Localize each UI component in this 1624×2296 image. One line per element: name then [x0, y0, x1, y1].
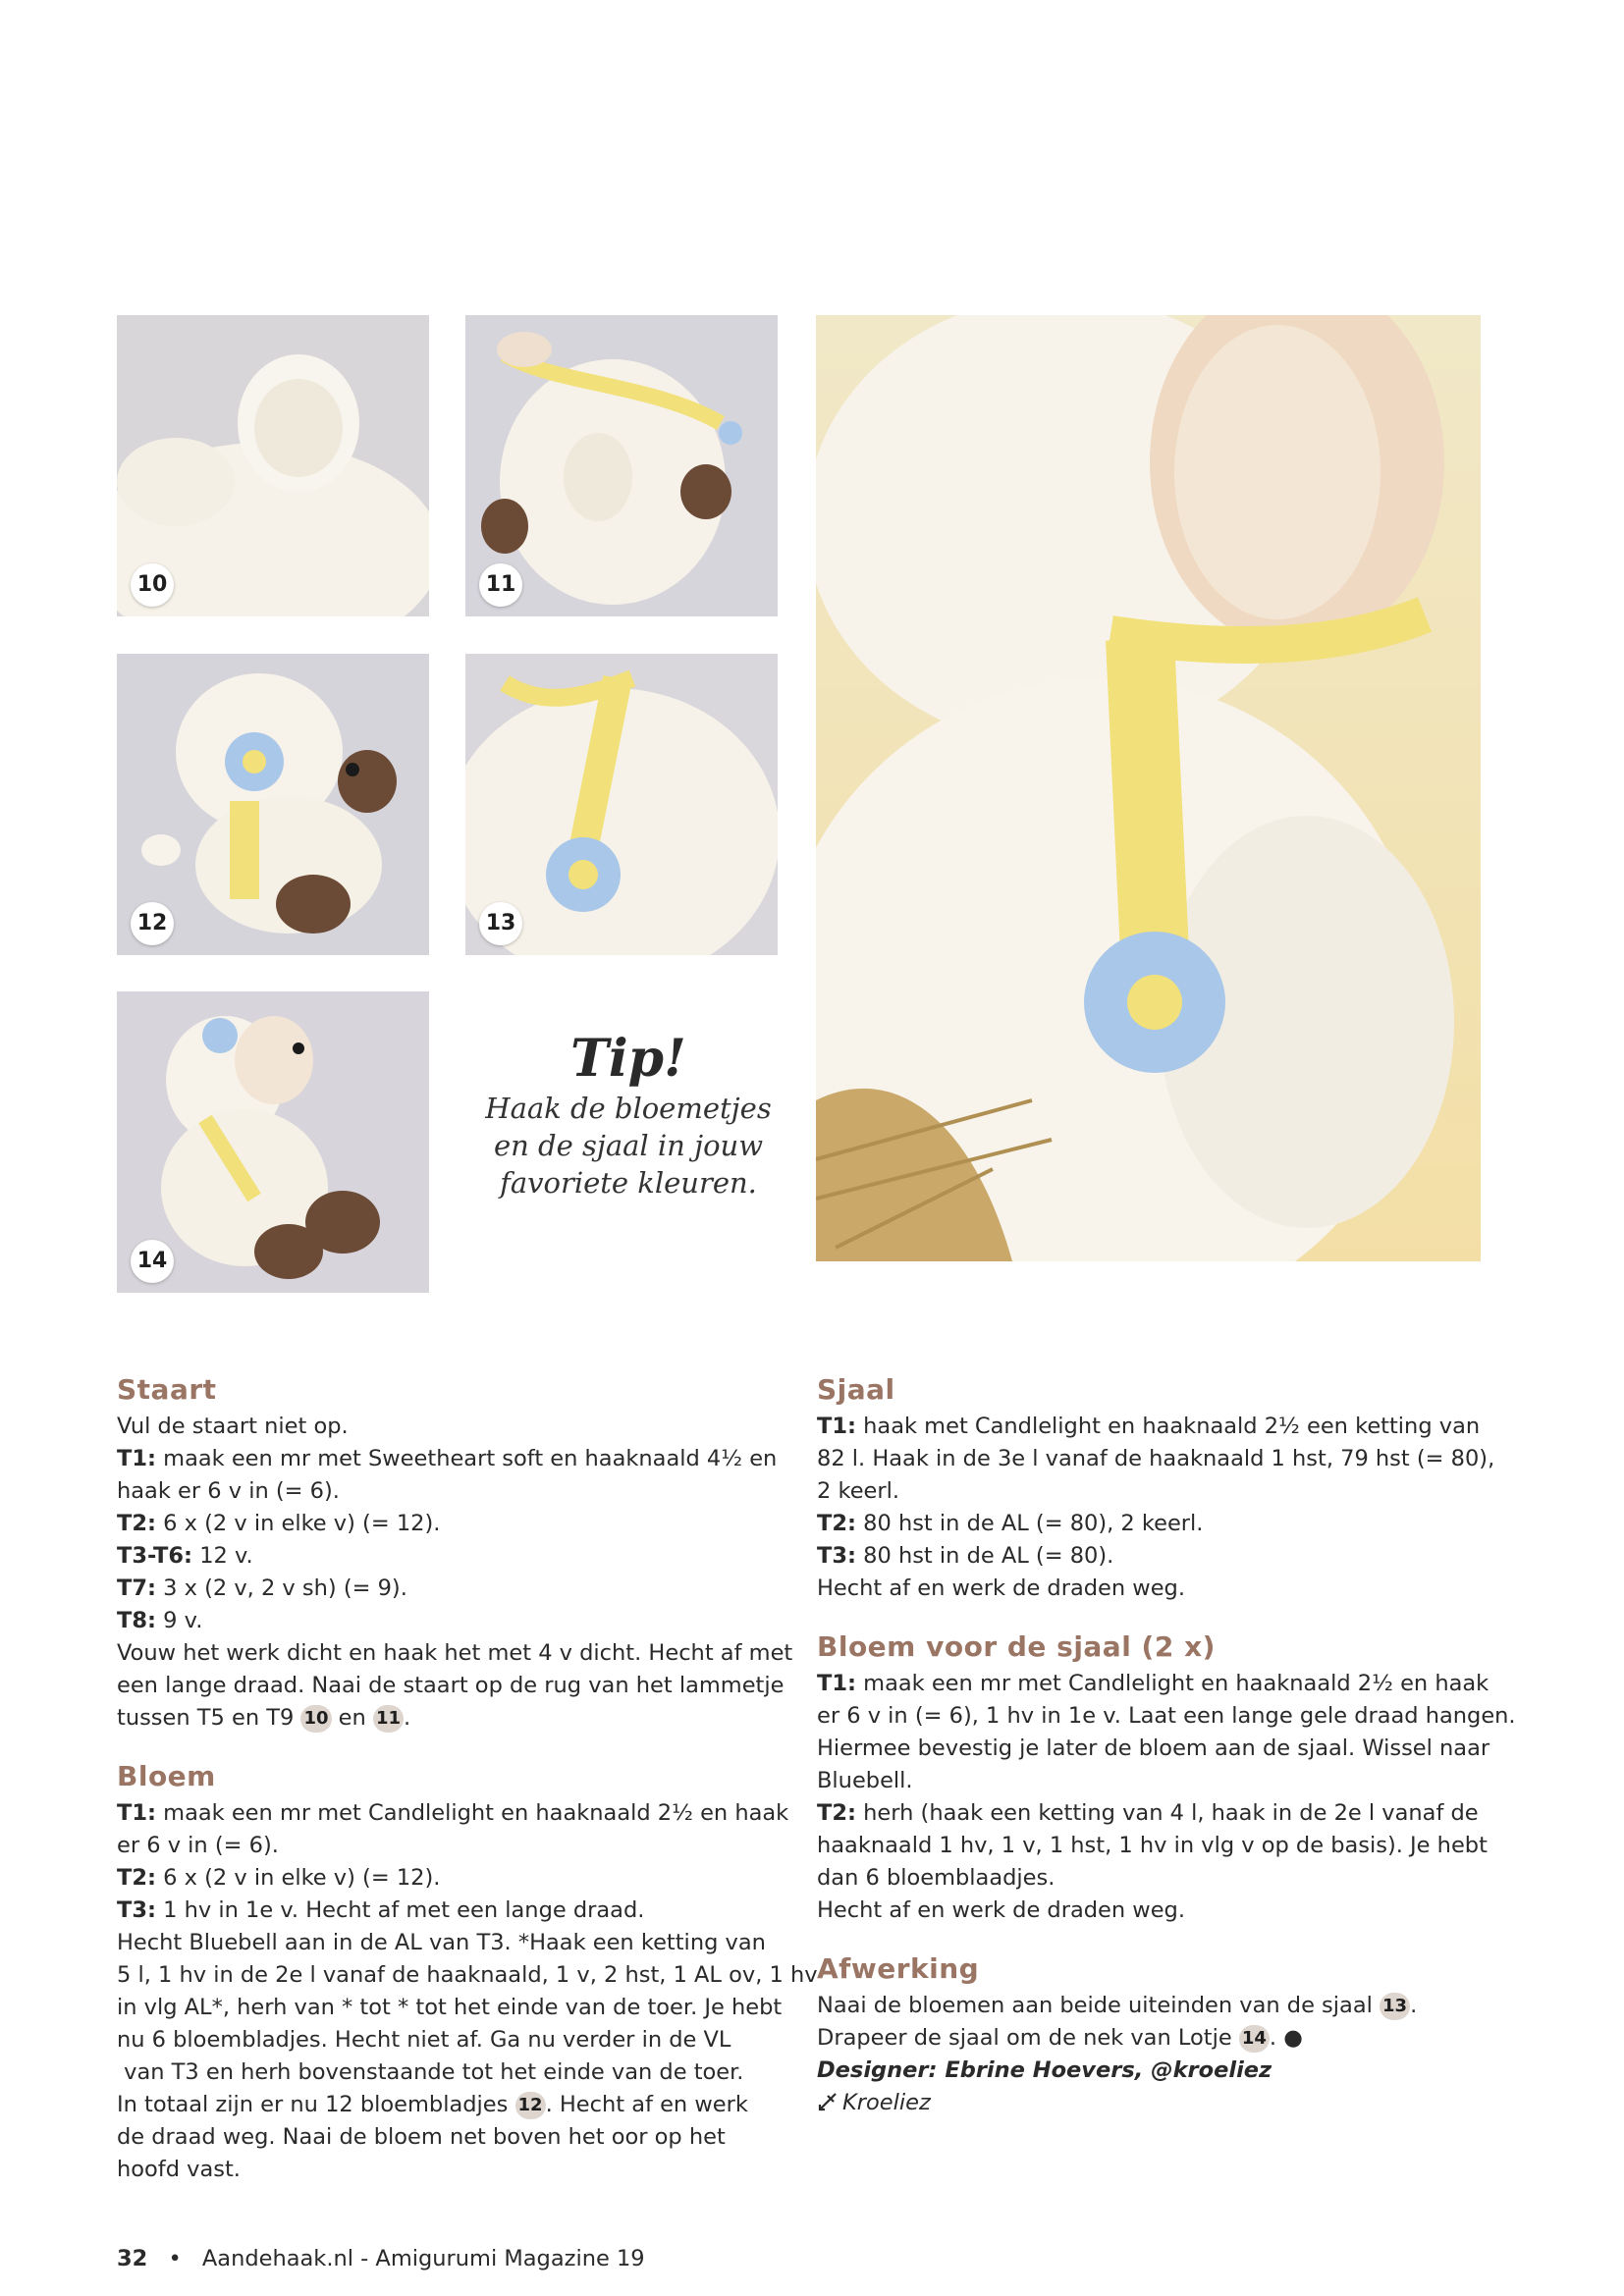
section-bloem-voor-de-sjaal [817, 1627, 1516, 1927]
round-text: maak een mr met Candlelight en haaknaald 2½ en haak [856, 1671, 1489, 1696]
left-column [117, 1369, 818, 2208]
instruction-line: 82 l. Haak in de 3e l vanaf de haaknaald 1 hst, 79 hst (= 80), [817, 1446, 1495, 1471]
instruction-line: Hecht af en werk de draden weg. [817, 1575, 1185, 1601]
round-label: T1: [117, 1800, 157, 1826]
tip-text-line: favoriete kleuren. [500, 1166, 757, 1200]
round-label: T2: [117, 1511, 157, 1536]
round-text: 80 hst in de AL (= 80). [856, 1543, 1114, 1569]
photo-10 [117, 315, 429, 616]
instruction-line: nu 6 bloembladjes. Hecht niet af. Ga nu verder in de VL [117, 2027, 731, 2053]
round-text: maak een mr met Sweetheart soft en haaknaald 4½ en [156, 1446, 778, 1471]
instruction-line: Hecht af en werk de draden weg. [817, 1897, 1185, 1923]
round-label: T1: [117, 1446, 157, 1471]
footer-separator: • [168, 2246, 182, 2271]
section-title: Staart [117, 1373, 217, 1406]
instruction-line [817, 1797, 1504, 1830]
instruction-line [817, 1668, 1504, 1700]
round-text: 3 x (2 v, 2 v sh) (= 9). [156, 1575, 407, 1601]
instruction-line [117, 1573, 804, 1605]
text: Naai de bloemen aan beide uiteinden van de sjaal [817, 1993, 1380, 2018]
text: In totaal zijn er nu 12 bloembladjes [117, 2092, 515, 2117]
round-text: 6 x (2 v in elke v) (= 12). [156, 1511, 441, 1536]
section-title: Bloem voor de sjaal (2 x) [817, 1630, 1216, 1663]
instruction-line [117, 1540, 804, 1573]
instruction-line: Vul de staart niet op. [117, 1414, 349, 1439]
photo-number-badge: 14 [131, 1240, 174, 1283]
round-label: T7: [117, 1575, 157, 1601]
page-number: 32 [117, 2246, 148, 2271]
footer-text: Aandehaak.nl - Amigurumi Magazine 19 [201, 2246, 645, 2271]
photo-14 [117, 991, 429, 1293]
yarn-icon [817, 2091, 839, 2112]
section-staart [117, 1369, 804, 1735]
instruction-line: Vouw het werk dicht en haak het met 4 v dicht. Hecht af met [117, 1640, 793, 1666]
photo-ref-badge: 11 [373, 1705, 404, 1733]
text: . [404, 1705, 411, 1731]
instruction-line [817, 2022, 1504, 2055]
photo-number-badge: 12 [131, 902, 174, 945]
round-label: T1: [817, 1671, 857, 1696]
text: . Hecht af en werk [545, 2092, 748, 2117]
instruction-line: haaknaald 1 hv, 1 v, 1 hst, 1 hv in vlg v op de basis). Je hebt [817, 1833, 1488, 1858]
round-label: T2: [817, 1800, 857, 1826]
photo-13 [465, 654, 778, 955]
instruction-line [117, 1862, 804, 1895]
text: Drapeer de sjaal om de nek van Lotje [817, 2025, 1239, 2051]
photo-12 [117, 654, 429, 955]
page-footer [117, 2246, 645, 2271]
round-text: herh (haak een ketting van 4 l, haak in de 2e l vanaf de [856, 1800, 1479, 1826]
main-photo [816, 315, 1481, 1261]
photo-number-badge: 10 [131, 563, 174, 607]
text: tussen T5 en T9 [117, 1705, 301, 1731]
text: . ● [1269, 2025, 1303, 2051]
instruction-line: er 6 v in (= 6). [117, 1833, 279, 1858]
instruction-line: er 6 v in (= 6), 1 hv in 1e v. Laat een lange gele draad hangen. [817, 1703, 1516, 1729]
round-text: 9 v. [156, 1608, 203, 1633]
instruction-line: de draad weg. Naai de bloem net boven het oor op het [117, 2124, 726, 2150]
section-title: Afwerking [817, 1952, 980, 1985]
right-column [817, 1369, 1516, 2141]
instruction-line: haak er 6 v in (= 6). [117, 1478, 340, 1504]
instruction-line: 5 l, 1 hv in de 2e l vanaf de haaknaald, 1 v, 2 hst, 1 AL ov, 1 hv [117, 1962, 818, 1988]
instruction-line: een lange draad. Naai de staart op de rug van het lammetje [117, 1673, 785, 1698]
round-label: T8: [117, 1608, 157, 1633]
section-bloem [117, 1756, 818, 2186]
instruction-line [817, 1508, 1504, 1540]
instruction-line: hoofd vast. [117, 2157, 241, 2182]
instruction-line: dan 6 bloemblaadjes. [817, 1865, 1056, 1891]
round-text: 12 v. [192, 1543, 253, 1569]
round-label: T3: [117, 1897, 157, 1923]
instruction-line [117, 1797, 804, 1830]
text: en [331, 1705, 373, 1731]
photo-ref-badge: 14 [1239, 2025, 1270, 2053]
photo-ref-badge: 12 [515, 2092, 546, 2119]
round-label: T3: [817, 1543, 857, 1569]
round-label: T3-T6: [117, 1543, 193, 1569]
photo-11 [465, 315, 778, 616]
round-text: 80 hst in de AL (= 80), 2 keerl. [856, 1511, 1204, 1536]
instruction-line [117, 1895, 804, 1927]
designer-credit: Designer: Ebrine Hoevers, @kroeliez [817, 2057, 1272, 2083]
round-label: T2: [817, 1511, 857, 1536]
social-handle: Kroeliez [842, 2090, 931, 2115]
instruction-line [117, 1443, 804, 1475]
social-credit [817, 2087, 1504, 2119]
round-label: T1: [817, 1414, 857, 1439]
photo-number-badge: 11 [479, 563, 522, 607]
instruction-line [117, 2089, 804, 2121]
tip-text-line: Haak de bloemetjes [485, 1092, 772, 1125]
round-label: T2: [117, 1865, 157, 1891]
instruction-line: Bluebell. [817, 1768, 913, 1793]
instruction-line [117, 1508, 804, 1540]
round-text: 1 hv in 1e v. Hecht af met een lange draad. [156, 1897, 645, 1923]
instruction-line [117, 1605, 804, 1637]
photo-ref-badge: 10 [300, 1705, 331, 1733]
instruction-line: in vlg AL*, herh van * tot * tot het einde van de toer. Je hebt [117, 1995, 783, 2020]
text: . [1410, 1993, 1418, 2018]
tip-title: Tip! [570, 1029, 686, 1089]
round-text: maak een mr met Candlelight en haaknaald 2½ en haak [156, 1800, 789, 1826]
round-text: 6 x (2 v in elke v) (= 12). [156, 1865, 441, 1891]
scarf-flower [1084, 932, 1225, 1073]
instruction-line: Hiermee bevestig je later de bloem aan de sjaal. Wissel naar [817, 1735, 1490, 1761]
main-photo-illustration [816, 315, 1481, 1261]
section-title: Bloem [117, 1760, 216, 1792]
instruction-line [117, 1702, 804, 1735]
tip-text-line: en de sjaal in jouw [493, 1129, 764, 1162]
section-afwerking [817, 1949, 1504, 2119]
instruction-line [817, 1411, 1504, 1443]
section-sjaal [817, 1369, 1504, 1605]
tip-box [461, 1029, 795, 1201]
instruction-line [817, 1540, 1504, 1573]
round-text: haak met Candlelight en haaknaald 2½ een ketting van [856, 1414, 1481, 1439]
section-title: Sjaal [817, 1373, 895, 1406]
instruction-line [817, 1990, 1504, 2022]
photo-ref-badge: 13 [1380, 1993, 1410, 2020]
photo-number-badge: 13 [479, 902, 522, 945]
instruction-line: 2 keerl. [817, 1478, 900, 1504]
instruction-line: Hecht Bluebell aan in de AL van T3. *Haak een ketting van [117, 1930, 766, 1955]
instruction-line: van T3 en herh bovenstaande tot het einde van de toer. [117, 2059, 744, 2085]
